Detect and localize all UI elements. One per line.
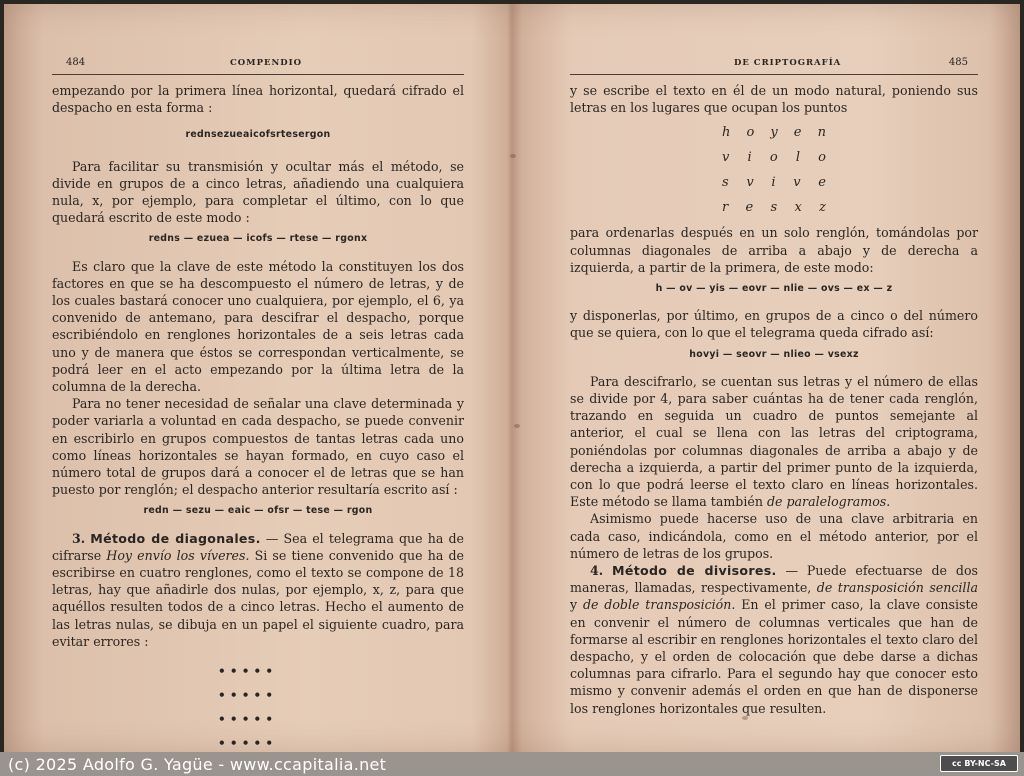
letter-grid-row [722, 120, 826, 145]
left-running-head [52, 54, 464, 75]
grid-letter: s [770, 200, 778, 216]
right-running-head [570, 54, 978, 75]
letter-grid-row [722, 170, 826, 195]
section-3-italic: Hoy envío los víveres. [106, 547, 250, 563]
right-cipher-line-1: h — ov — yis — eovr — nlie — ovs — ex — z [655, 283, 893, 295]
section-4-italic-b: de doble transposición. [582, 597, 736, 613]
right-paragraph-1: y se escribe el texto en él de un modo natural, poniendo sus letras en los lugares que ocupan los puntos [570, 83, 978, 116]
letter-grid-row [722, 195, 826, 220]
section-3-text-a: — Sea el telegrama que ha de cifrarse [52, 530, 464, 563]
section-4-paragraph [570, 562, 978, 717]
footer-bar [0, 752, 1024, 776]
grid-letter: i [747, 150, 752, 166]
section-4-title: Método de divisores. [612, 563, 777, 579]
right-page-body [570, 82, 978, 717]
right-paragraph-4 [570, 373, 978, 511]
book-spread [4, 4, 1020, 752]
right-paragraph-4-text: Para descifrarlo, se cuentan sus letras y el número de ellas se divide por 4, para saber cuántas ha de tener cada renglón, trazando en seguida un cuadro de puntos semejante al anterior, el cual se llena con las letras del criptograma, poniéndolas por columnas diagonales de arriba a abajo y de derecha a izquierda, a partir del primer punto de la izquierda, con lo que podrá leerse el texto claro en líneas horizontales. Este método se llama también [570, 373, 978, 510]
grid-letter: e [793, 125, 802, 141]
right-cipher-line-2: hovyi — seovr — nlieo — vsexz [689, 348, 859, 360]
grid-letter: o [818, 150, 826, 166]
letter-grid-row [722, 145, 826, 170]
dot-row: • • • • • [218, 688, 274, 703]
dot-row: • • • • • [218, 736, 274, 751]
left-paragraph-4: Para no tener necesidad de señalar una clave determinada y poder variarla a voluntad en cada despacho, se puede convenir en escribirlo en grupos compuestos de tantas letras cada uno como líneas horizontales se hayan formado, en cuyo caso el número total de grupos dará a conocer el de letras que se han puesto por renglón; el despacho anterior resultaría escrito así : [52, 396, 464, 498]
grid-letter: e [745, 200, 754, 216]
copyright-credit: (c) 2025 Adolfo G. Yagüe - www.ccapitalia.net [8, 755, 387, 774]
grid-letter: v [746, 175, 754, 191]
license-badge[interactable]: cc BY-NC-SA [940, 755, 1018, 772]
grid-letter: h [722, 125, 731, 141]
paper-smudge [514, 424, 520, 428]
letter-grid [722, 120, 826, 220]
right-page [570, 4, 978, 752]
section-4-text-a: — Puede efectuarse de dos maneras, llamadas, respectivamente, [570, 563, 978, 596]
left-paragraph-3: Es claro que la clave de este método la constituyen los dos factores en que se ha descompuesto el número de letras, y de los cuales bastará conocer uno cualquiera, por ejemplo, el 6, ya convenido de antemano, para descifrar el despacho, porque escribiéndolo en renglones horizontales de a seis letras cada uno y de manera que éstos se correspondan verticalmente, se podrá leer en el acto empezando por la última letra de la columna de la derecha. [52, 258, 464, 395]
left-paragraph-1: empezando por la primera línea horizontal, quedará cifrado el despacho en esta forma : [52, 83, 464, 116]
grid-letter: e [818, 175, 826, 191]
grid-letter: o [746, 125, 755, 141]
grid-letter: l [795, 150, 800, 166]
paper-smudge [510, 154, 516, 158]
right-paragraph-4-italic: de paralelogramos. [766, 494, 891, 510]
dot-grid [218, 660, 298, 756]
dot-row: • • • • • [218, 712, 274, 727]
grid-letter: v [793, 175, 801, 191]
grid-letter: v [722, 150, 730, 166]
section-3-number: 3. [72, 530, 86, 546]
section-4-text-c: En el primer caso, la clave consiste en convenir el número de columnas verticales que han de formarse al escribir en renglones horizontales el texto claro del despacho, y el orden de colocación que debe darse a dichas columnas para cifrarlo. Para el segundo hay que conocer esto mismo y convenir además el orden en que han de disponerse los renglones horizontales que resulten. [570, 597, 978, 716]
section-4-text-b: y [570, 597, 583, 613]
right-paragraph-5: Asimismo puede hacerse uso de una clave arbitraria en cada caso, indicándola, como en el método anterior, por el número de letras de los grupos. [570, 511, 978, 561]
left-cipher-line-3: redn — sezu — eaic — ofsr — tese — rgon [143, 505, 373, 517]
grid-letter: x [794, 200, 802, 216]
grid-letter: i [771, 175, 776, 191]
grid-letter: y [770, 125, 778, 141]
section-3-title: Método de diagonales. [90, 530, 261, 546]
section-4-number: 4. [590, 563, 604, 579]
left-cipher-line-1: rednsezueaicofsrtesergon [185, 129, 331, 141]
left-page-number: 484 [66, 57, 86, 68]
grid-letter: r [722, 200, 729, 216]
section-4-italic-a: de transposición sencilla [816, 580, 978, 596]
grid-letter: o [769, 150, 778, 166]
grid-letter: n [817, 125, 826, 141]
section-3-text-b: Si se tiene convenido que ha de escribirse en cuatro renglones, como el texto se compone de 18 letras, hay que añadirle dos nulas, por ejemplo, x, z, para que aquéllos resulten todos de a cinco letras. Hecho el aumento de las letras nulas, se dibuja en un papel el siguiente cuadro, para evitar errores : [52, 547, 465, 649]
paper-smudge [742, 716, 748, 720]
right-paragraph-3: y disponerlas, por último, en grupos de a cinco o del número que se quiera, con lo que el telegrama queda cifrado así: [570, 308, 978, 341]
section-3-paragraph [52, 530, 464, 650]
left-running-title: COMPENDIO [230, 58, 302, 68]
left-paragraph-2: Para facilitar su transmisión y ocultar más el método, se divide en grupos de a cinco letras, añadiendo una cualquiera nula, x, por ejemplo, para completar el último, con lo que quedará escrito de este modo : [52, 158, 464, 226]
right-running-title: DE CRIPTOGRAFÍA [734, 58, 842, 68]
grid-letter: z [819, 200, 826, 216]
right-page-number: 485 [948, 57, 968, 68]
right-paragraph-2: para ordenarlas después en un solo renglón, tomándolas por columnas diagonales de arriba a abajo y de derecha a izquierda, a partir de la primera, de este modo: [570, 225, 978, 275]
left-page-body [52, 82, 464, 756]
dot-row: • • • • • [218, 664, 274, 679]
grid-letter: s [722, 175, 729, 191]
left-cipher-line-2: redns — ezuea — icofs — rtese — rgonx [148, 233, 368, 245]
left-page [52, 4, 464, 752]
